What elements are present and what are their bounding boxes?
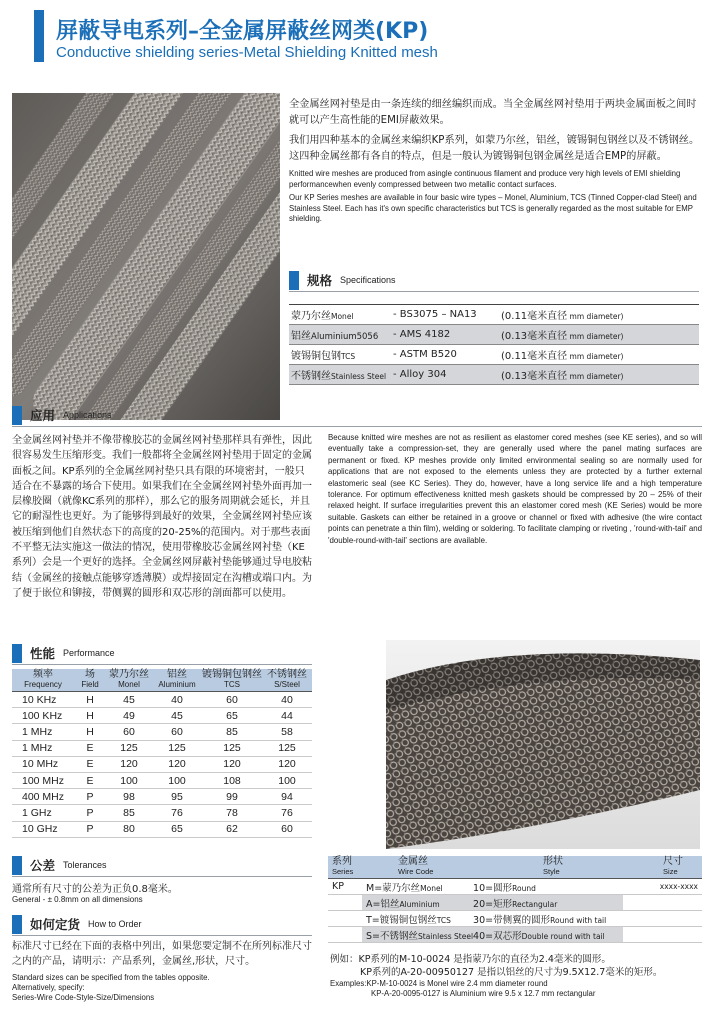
spec-row: 蒙乃尔丝Monel - BS3075 – NA13 (0.11毫米直径 mm diameter) <box>289 305 699 325</box>
intro-en-1: Knitted wire meshes are produced from asingle continuous filament and produce very high levels of EMI shielding performancewhen evenly compressed between two metallic contact surfaces. <box>289 169 681 189</box>
mesh-closeup-photo <box>386 640 700 849</box>
performance-row <box>12 724 312 740</box>
performance-cell: 100 <box>106 772 152 788</box>
page-title: 屏蔽导电系列–全金属屏蔽丝网类(KP) <box>56 19 429 44</box>
performance-cell: 65 <box>202 708 262 724</box>
performance-row <box>12 756 312 772</box>
code-row: KP M=蒙乃尔丝Monel 10=圆形Round xxxx-xxxx <box>328 879 702 895</box>
page-subtitle: Conductive shielding series-Metal Shielding Knitted mesh <box>56 44 438 61</box>
performance-cell: 120 <box>202 756 262 772</box>
performance-cell: 80 <box>106 821 152 837</box>
performance-cell: 10 MHz <box>12 756 74 772</box>
col-size: 尺寸 Size <box>623 856 702 879</box>
performance-heading: 性能 Performance <box>12 643 115 663</box>
section-marker <box>12 406 22 425</box>
performance-cell: 40 <box>152 692 202 708</box>
col-series: 系列 Series <box>328 856 362 879</box>
performance-cell: 120 <box>152 756 202 772</box>
applications-en-text: Because knitted wire meshes are not as resilient as elastomer cored meshes (see KE series), and so will eventually take a compression-set, they are generally used where the panel mating surfaces are permanent or fixed. KP meshes provide only limited environmental sealing so are normally used for applications that are not exposed to the elements unless they are protected by a further external elastomeric seal (see KC Series). They do, however, have a long service life and a high temperature tolerance. For optimum effectiveness knitted mesh gaskets should be compressed by 20 – 25% of their relaxed height. If surface irregularities prevent this an elastomer cored mesh (KE Series) would be more suitable. Gaskets can either be retained in a groove or channel or fixed with adhesive (the wire contact points can penetrate a thin film), welding or soldering. To facilitate clamping or riveting , 'round-with-tail' and 'double-round-with-tail' sections are available. <box>328 433 702 545</box>
example-cn-1: 例如：KP系列的M-10-0024 是指蒙乃尔的直径为2.4毫米的圆形。 <box>330 954 611 965</box>
performance-cell: 98 <box>106 789 152 805</box>
performance-cell: 60 <box>262 821 312 837</box>
performance-cell: 95 <box>152 789 202 805</box>
performance-cell: 1 GHz <box>12 805 74 821</box>
performance-cell: E <box>74 756 106 772</box>
section-divider <box>12 935 312 936</box>
performance-row <box>12 740 312 756</box>
code-row: S=不锈钢丝Stainless Steel 40=双芯形Double round with tail <box>328 927 702 943</box>
example-en-1: Examples:KP-M-10-0024 is Monel wire 2.4 mm diameter round <box>330 979 548 988</box>
section-marker <box>12 644 22 663</box>
performance-cell: 45 <box>106 692 152 708</box>
how-to-order-heading: 如何定货 How to Order <box>12 914 142 934</box>
performance-cell: 10 GHz <box>12 821 74 837</box>
performance-cell: 10 KHz <box>12 692 74 708</box>
section-divider <box>12 876 312 877</box>
col-wire-code: 金属丝 Wire Code <box>362 856 473 879</box>
performance-cell: 62 <box>202 821 262 837</box>
performance-cell: 85 <box>202 724 262 740</box>
tolerances-heading: 公差 Tolerances <box>12 855 107 875</box>
section-marker <box>12 915 22 934</box>
example-en-2: KP-A-20-0095-0127 is Aluminium wire 9.5 x 12.7 mm rectangular <box>371 989 596 998</box>
intro-en-2: Our KP Series meshes are available in four basic wire types – Monel, Aluminium, TCS (Tinned Copper-clad Steel) and Stainless Steel. Each has it's own specific characteristics but TCS is generally regarded as the most suitable for EMP shielding. <box>289 193 697 224</box>
applications-heading: 应用 Applications <box>12 405 112 425</box>
performance-cell: 400 MHz <box>12 789 74 805</box>
code-row: A=铝丝Aluminium 20=矩形Rectangular <box>328 895 702 911</box>
order-code-table <box>328 856 702 943</box>
tolerance-en: General - ± 0.8mm on all dimensions <box>12 895 143 904</box>
performance-cell: 60 <box>202 692 262 708</box>
intro-cn-1: 全金属丝网衬垫是由一条连续的细丝编织而成。当全金属丝网衬垫用于两块金属面板之间时就可以产生高性能的EMI屏蔽效果。 <box>289 99 697 126</box>
performance-row <box>12 789 312 805</box>
performance-cell: H <box>74 708 106 724</box>
knitted-mesh-tubes-photo <box>12 93 280 420</box>
spec-row: 铝丝Aluminium5056 - AMS 4182 (0.13毫米直径 mm diameter) <box>289 325 699 345</box>
performance-cell: 100 <box>152 772 202 788</box>
title-accent-bar <box>34 10 44 62</box>
performance-cell: 49 <box>106 708 152 724</box>
performance-row <box>12 708 312 724</box>
order-cn-text: 标准尺寸已经在下面的表格中列出，如果您要定制不在所列标准尺寸之内的产品，请明示：产品系列，金属丝,形状，尺寸。 <box>12 941 312 967</box>
performance-row <box>12 805 312 821</box>
performance-table <box>12 669 312 838</box>
performance-cell: 60 <box>152 724 202 740</box>
performance-cell: 125 <box>262 740 312 756</box>
performance-cell: 76 <box>152 805 202 821</box>
col-ss: 不锈钢丝 S/Steel <box>262 669 312 692</box>
performance-cell: 120 <box>106 756 152 772</box>
performance-cell: 65 <box>152 821 202 837</box>
performance-cell: 76 <box>262 805 312 821</box>
performance-cell: P <box>74 821 106 837</box>
performance-cell: 1 MHz <box>12 740 74 756</box>
col-tcs: 镀锡铜包钢丝 TCS <box>202 669 262 692</box>
performance-cell: 100 KHz <box>12 708 74 724</box>
applications-cn-text: 全金属丝网衬垫并不像带橡胶芯的金属丝网衬垫那样具有弹性，因此很容易发生压缩形变。我们一般都将全金属丝网衬垫用于固定的金属面板之间。KP系列的全金属丝网衬垫只具有限的环境密封，一般只适合在不暴露的场合下使用。如果我们在全金属丝网衬垫外面再加一层橡胶圈（就像KC系列的那样），那么它的服务周期就会延长，并且它的耐湿性也更好。为了能够得到最好的效果，全金属丝网衬垫应该被压缩到他们自然状态下的高度的20-25%的范围内。对于那些表面不平整无法实施这一做法的情况，使用带橡胶芯金属丝网衬垫（KE系列）会是一个更好的选择。全金属丝网屏蔽衬垫能够通过导电胶粘结（金属丝的接触点能够穿透薄膜）或焊接固定在沟槽或端口内。为了便于嵌位和铆接，带侧翼的圆形和双芯形的剖面都可以使用。 <box>12 435 312 599</box>
section-marker <box>289 271 299 290</box>
performance-cell: 120 <box>262 756 312 772</box>
performance-cell: E <box>74 772 106 788</box>
performance-cell: 60 <box>106 724 152 740</box>
intro-cn-2: 我们用四种基本的金属丝来编织KP系列，如蒙乃尔丝，铝丝，镀锡铜包钢丝以及不锈钢丝。这四种金属丝都有各自的特点，但是一般认为镀锡铜包钢金属丝是适合EMP的屏蔽。 <box>289 135 700 162</box>
performance-cell: 85 <box>106 805 152 821</box>
col-style: 形状 Style <box>473 856 623 879</box>
performance-cell: 58 <box>262 724 312 740</box>
performance-cell: 45 <box>152 708 202 724</box>
section-divider <box>289 291 699 292</box>
performance-cell: E <box>74 740 106 756</box>
example-cn-2: KP系列的A-20-00950127 是指以铝丝的尺寸为9.5X12.7毫米的矩形。 <box>360 967 663 978</box>
performance-cell: H <box>74 692 106 708</box>
spec-row: 镀锡铜包钢TCS - ASTM B520 (0.11毫米直径 mm diameter) <box>289 345 699 365</box>
performance-row <box>12 821 312 837</box>
tolerance-cn: 通常所有尺寸的公差为正负0.8毫米。 <box>12 884 178 895</box>
intro-section <box>289 97 701 228</box>
code-row: T=镀锡铜包钢丝TCS 30=带侧翼的圆形Round with tail <box>328 911 702 927</box>
performance-cell: H <box>74 724 106 740</box>
performance-cell: 108 <box>202 772 262 788</box>
section-marker <box>12 856 22 875</box>
section-divider <box>12 664 312 665</box>
performance-cell: 1 MHz <box>12 724 74 740</box>
section-divider <box>12 426 702 427</box>
performance-cell: 125 <box>202 740 262 756</box>
col-aluminium: 铝丝 Aluminium <box>152 669 202 692</box>
performance-cell: P <box>74 805 106 821</box>
col-frequency: 频率 Frequency <box>12 669 74 692</box>
performance-cell: 100 <box>262 772 312 788</box>
performance-cell: 100 MHz <box>12 772 74 788</box>
col-monel: 蒙乃尔丝 Monel <box>106 669 152 692</box>
performance-cell: 94 <box>262 789 312 805</box>
performance-row <box>12 692 312 708</box>
specifications-table <box>289 304 699 385</box>
performance-cell: 125 <box>152 740 202 756</box>
examples-block <box>330 953 702 999</box>
col-field: 场 Field <box>74 669 106 692</box>
specifications-heading: 规格 Specifications <box>289 270 396 290</box>
performance-cell: 40 <box>262 692 312 708</box>
performance-cell: P <box>74 789 106 805</box>
performance-row <box>12 772 312 788</box>
performance-cell: 125 <box>106 740 152 756</box>
performance-cell: 78 <box>202 805 262 821</box>
order-en-text: Standard sizes can be specified from the tables opposite. Alternatively, specify: Series-Wire Code-Style-Size/Dimensions <box>12 973 210 1002</box>
spec-row: 不锈钢丝Stainless Steel - Alloy 304 (0.13毫米直径 mm diameter) <box>289 365 699 385</box>
performance-cell: 99 <box>202 789 262 805</box>
performance-cell: 44 <box>262 708 312 724</box>
